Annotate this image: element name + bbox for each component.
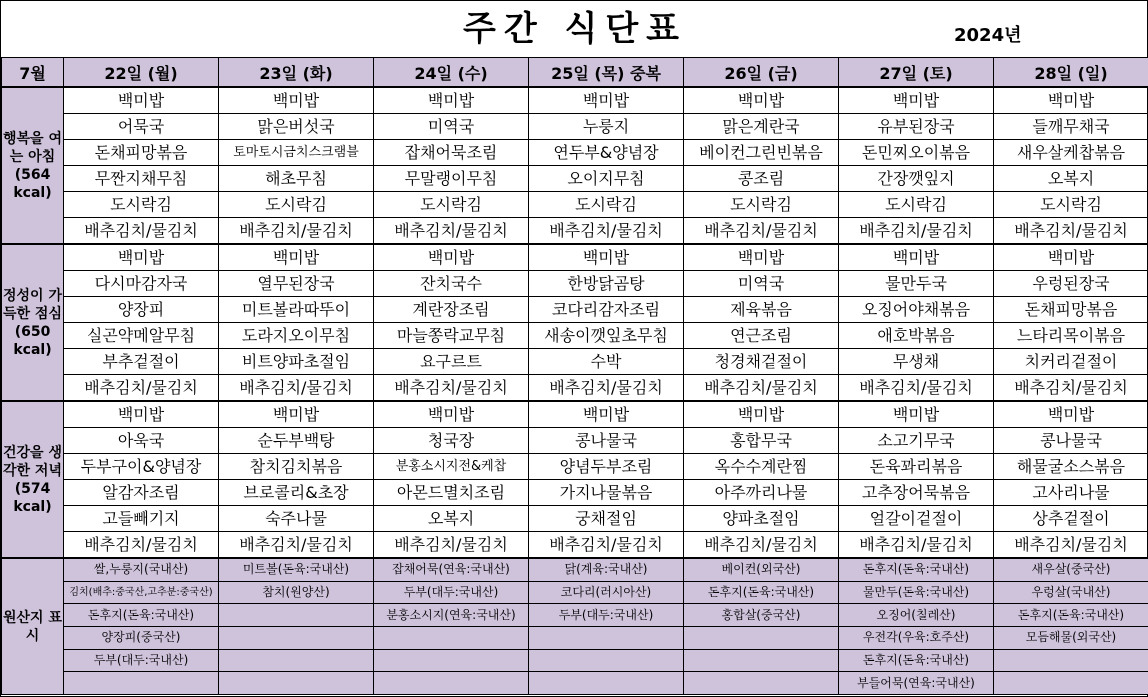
origin-cell: 김치(배추:중국산,고추분:중국산) (64, 581, 219, 604)
origin-cell (684, 627, 839, 650)
origin-cell (219, 649, 374, 672)
header-day-thu: 25일 (목) 중복 (529, 58, 684, 88)
menu-cell: 맑은버섯국 (219, 114, 374, 140)
header-day-sat: 27일 (토) (839, 58, 994, 88)
origin-cell: 닭(계육:국내산) (529, 558, 684, 581)
menu-cell: 배추김치/물김치 (529, 218, 684, 245)
menu-cell: 치커리겉절이 (994, 349, 1148, 375)
menu-cell: 배추김치/물김치 (219, 532, 374, 559)
menu-cell: 코다리감자조림 (529, 297, 684, 323)
menu-cell: 알감자조림 (64, 480, 219, 506)
menu-cell: 연두부&양념장 (529, 140, 684, 166)
menu-cell: 백미밥 (219, 87, 374, 114)
menu-cell: 배추김치/물김치 (994, 218, 1148, 245)
menu-cell: 백미밥 (374, 87, 529, 114)
menu-cell: 오복지 (374, 506, 529, 532)
menu-cell: 백미밥 (64, 401, 219, 428)
breakfast-label: 행복을 여는 아침 (564 kcal) (2, 87, 64, 244)
menu-cell: 배추김치/물김치 (529, 532, 684, 559)
menu-cell: 백미밥 (529, 401, 684, 428)
origin-cell: 물만두(돈육:국내산) (839, 581, 994, 604)
menu-cell: 느타리목이볶음 (994, 323, 1148, 349)
year-label: 2024년 (954, 25, 1022, 46)
menu-cell: 참치김치볶음 (219, 454, 374, 480)
menu-cell: 양파초절임 (684, 506, 839, 532)
origin-cell (64, 672, 219, 695)
breakfast-row (2, 218, 1148, 245)
dinner-row (2, 428, 1148, 454)
origin-cell: 돈후지(돈육:국내산) (684, 581, 839, 604)
menu-cell: 백미밥 (839, 401, 994, 428)
menu-cell: 궁채절임 (529, 506, 684, 532)
menu-cell: 옥수수계란찜 (684, 454, 839, 480)
menu-cell: 새송이깻잎초무침 (529, 323, 684, 349)
menu-cell: 양장피 (64, 297, 219, 323)
menu-cell: 도시락김 (219, 192, 374, 218)
header-day-sun: 28일 (일) (994, 58, 1148, 88)
origin-cell: 우렁살(국내산) (994, 581, 1148, 604)
origin-cell: 홍합살(중국산) (684, 604, 839, 627)
menu-cell: 도시락김 (529, 192, 684, 218)
menu-cell: 백미밥 (219, 244, 374, 271)
menu-cell: 고들빼기지 (64, 506, 219, 532)
menu-cell: 간장깻잎지 (839, 166, 994, 192)
menu-cell: 청국장 (374, 428, 529, 454)
dinner-label: 건강을 생각한 저녁 (574 kcal) (2, 401, 64, 558)
origin-cell: 부들어묵(연육:국내산) (839, 672, 994, 695)
origin-row (2, 649, 1148, 672)
breakfast-row (2, 114, 1148, 140)
menu-cell: 잡채어묵조림 (374, 140, 529, 166)
menu-cell: 열무된장국 (219, 271, 374, 297)
origin-cell: 코다리(러시아산) (529, 581, 684, 604)
menu-cell: 돈민찌오이볶음 (839, 140, 994, 166)
menu-cell: 어묵국 (64, 114, 219, 140)
breakfast-row (2, 192, 1148, 218)
menu-cell: 소고기무국 (839, 428, 994, 454)
dinner-row (2, 480, 1148, 506)
menu-cell: 고사리나물 (994, 480, 1148, 506)
menu-cell: 베이컨그린빈볶음 (684, 140, 839, 166)
origin-cell: 쌀,누룽지(국내산) (64, 558, 219, 581)
origin-cell (374, 627, 529, 650)
menu-cell: 숙주나물 (219, 506, 374, 532)
origin-row (2, 604, 1148, 627)
breakfast-row (2, 166, 1148, 192)
origin-cell: 돈후지(돈육:국내산) (839, 649, 994, 672)
origin-cell: 참치(원양산) (219, 581, 374, 604)
dinner-row (2, 401, 1148, 428)
menu-cell: 오징어야채볶음 (839, 297, 994, 323)
lunch-row (2, 323, 1148, 349)
menu-cell: 배추김치/물김치 (839, 532, 994, 559)
menu-cell: 분홍소시지전&케찹 (374, 454, 529, 480)
lunch-row (2, 244, 1148, 271)
breakfast-row (2, 87, 1148, 114)
menu-cell: 맑은계란국 (684, 114, 839, 140)
origin-cell: 잡채어묵(연육:국내산) (374, 558, 529, 581)
menu-cell: 무짠지채무침 (64, 166, 219, 192)
menu-cell: 새우살케찹볶음 (994, 140, 1148, 166)
origin-row (2, 672, 1148, 695)
menu-cell: 아욱국 (64, 428, 219, 454)
menu-cell: 콩나물국 (529, 428, 684, 454)
menu-cell: 다시마감자국 (64, 271, 219, 297)
header-month: 7월 (2, 58, 64, 88)
menu-cell: 유부된장국 (839, 114, 994, 140)
menu-cell: 도시락김 (684, 192, 839, 218)
menu-cell: 잔치국수 (374, 271, 529, 297)
menu-cell: 백미밥 (994, 244, 1148, 271)
menu-cell: 고추장어묵볶음 (839, 480, 994, 506)
menu-cell: 도시락김 (374, 192, 529, 218)
menu-cell: 홍합무국 (684, 428, 839, 454)
origin-cell (219, 627, 374, 650)
menu-cell: 들깨무채국 (994, 114, 1148, 140)
menu-cell: 배추김치/물김치 (219, 375, 374, 402)
menu-cell: 가지나물볶음 (529, 480, 684, 506)
origin-cell (684, 672, 839, 695)
menu-cell: 백미밥 (64, 244, 219, 271)
origin-cell (219, 672, 374, 695)
menu-cell: 미트볼라따뚜이 (219, 297, 374, 323)
header-row (2, 58, 1148, 88)
origin-cell (529, 627, 684, 650)
menu-cell: 콩조림 (684, 166, 839, 192)
menu-cell: 도라지오이무침 (219, 323, 374, 349)
menu-cell: 배추김치/물김치 (374, 532, 529, 559)
menu-cell: 계란장조림 (374, 297, 529, 323)
menu-cell: 배추김치/물김치 (684, 532, 839, 559)
origin-cell (219, 604, 374, 627)
origin-cell: 새우살(중국산) (994, 558, 1148, 581)
menu-cell: 돈채피망볶음 (994, 297, 1148, 323)
menu-cell: 배추김치/물김치 (64, 218, 219, 245)
menu-cell: 오복지 (994, 166, 1148, 192)
origin-cell: 분홍소시지(연육:국내산) (374, 604, 529, 627)
origin-cell: 두부(대두:국내산) (529, 604, 684, 627)
origin-row (2, 627, 1148, 650)
origin-row (2, 558, 1148, 581)
lunch-row (2, 375, 1148, 402)
menu-cell: 양념두부조림 (529, 454, 684, 480)
menu-cell: 백미밥 (684, 401, 839, 428)
header-day-wed: 24일 (수) (374, 58, 529, 88)
menu-cell: 아몬드멸치조림 (374, 480, 529, 506)
origin-cell: 돈후지(돈육:국내산) (839, 558, 994, 581)
menu-cell: 연근조림 (684, 323, 839, 349)
menu-cell: 백미밥 (839, 244, 994, 271)
menu-cell: 두부구이&양념장 (64, 454, 219, 480)
origin-cell (684, 649, 839, 672)
menu-cell: 청경채겉절이 (684, 349, 839, 375)
menu-cell: 백미밥 (219, 401, 374, 428)
origin-cell: 베이컨(외국산) (684, 558, 839, 581)
menu-cell: 배추김치/물김치 (374, 218, 529, 245)
header-day-fri: 26일 (금) (684, 58, 839, 88)
menu-cell: 오이지무침 (529, 166, 684, 192)
menu-cell: 실곤약메알무침 (64, 323, 219, 349)
menu-cell: 배추김치/물김치 (64, 375, 219, 402)
menu-cell: 돈육꽈리볶음 (839, 454, 994, 480)
header-day-mon: 22일 (월) (64, 58, 219, 88)
menu-cell: 도시락김 (994, 192, 1148, 218)
origin-cell (994, 649, 1148, 672)
menu-cell: 배추김치/물김치 (374, 375, 529, 402)
menu-cell: 배추김치/물김치 (219, 218, 374, 245)
dinner-row (2, 532, 1148, 559)
origin-row (2, 581, 1148, 604)
menu-cell: 비트양파초절임 (219, 349, 374, 375)
breakfast-row (2, 140, 1148, 166)
menu-cell: 미역국 (374, 114, 529, 140)
menu-cell: 마늘쫑락교무침 (374, 323, 529, 349)
menu-cell: 미역국 (684, 271, 839, 297)
menu-cell: 백미밥 (529, 244, 684, 271)
origin-cell: 모듬해물(외국산) (994, 627, 1148, 650)
menu-cell: 요구르트 (374, 349, 529, 375)
menu-cell: 애호박볶음 (839, 323, 994, 349)
menu-cell: 토마토시금치스크램블 (219, 140, 374, 166)
origin-label: 원산지 표시 (2, 558, 64, 695)
dinner-row (2, 454, 1148, 480)
menu-cell: 백미밥 (64, 87, 219, 114)
origin-cell: 두부(대두:국내산) (64, 649, 219, 672)
menu-cell: 배추김치/물김치 (684, 375, 839, 402)
menu-cell: 도시락김 (64, 192, 219, 218)
lunch-row (2, 297, 1148, 323)
menu-cell: 배추김치/물김치 (994, 532, 1148, 559)
menu-cell: 물만두국 (839, 271, 994, 297)
menu-cell: 무말랭이무침 (374, 166, 529, 192)
origin-cell: 우전각(우육:호주산) (839, 627, 994, 650)
origin-cell: 양장피(중국산) (64, 627, 219, 650)
menu-cell: 백미밥 (529, 87, 684, 114)
menu-cell: 배추김치/물김치 (839, 375, 994, 402)
menu-cell: 백미밥 (374, 401, 529, 428)
menu-cell: 백미밥 (994, 401, 1148, 428)
menu-cell: 누룽지 (529, 114, 684, 140)
menu-cell: 돈채피망볶음 (64, 140, 219, 166)
menu-cell: 도시락김 (839, 192, 994, 218)
menu-cell: 해초무침 (219, 166, 374, 192)
dinner-row (2, 506, 1148, 532)
menu-cell: 백미밥 (374, 244, 529, 271)
menu-table (1, 57, 1148, 695)
origin-cell (529, 649, 684, 672)
menu-cell: 백미밥 (994, 87, 1148, 114)
origin-cell (994, 672, 1148, 695)
menu-cell: 배추김치/물김치 (994, 375, 1148, 402)
menu-cell: 백미밥 (684, 244, 839, 271)
origin-cell (529, 672, 684, 695)
menu-cell: 배추김치/물김치 (684, 218, 839, 245)
menu-cell: 수박 (529, 349, 684, 375)
origin-cell: 두부(대두:국내산) (374, 581, 529, 604)
menu-cell: 제육볶음 (684, 297, 839, 323)
origin-cell: 오징어(칠레산) (839, 604, 994, 627)
origin-cell (374, 672, 529, 695)
origin-cell: 돈후지(돈육:국내산) (64, 604, 219, 627)
menu-cell: 배추김치/물김치 (529, 375, 684, 402)
origin-cell: 미트볼(돈육:국내산) (219, 558, 374, 581)
menu-cell: 무생채 (839, 349, 994, 375)
lunch-label: 정성이 가득한 점심 (650 kcal) (2, 244, 64, 401)
menu-cell: 아주까리나물 (684, 480, 839, 506)
lunch-row (2, 349, 1148, 375)
menu-cell: 상추겉절이 (994, 506, 1148, 532)
menu-cell: 콩나물국 (994, 428, 1148, 454)
menu-cell: 순두부백탕 (219, 428, 374, 454)
origin-cell: 돈후지(돈육:국내산) (994, 604, 1148, 627)
lunch-row (2, 271, 1148, 297)
menu-cell: 브로콜리&초장 (219, 480, 374, 506)
menu-cell: 부추겉절이 (64, 349, 219, 375)
origin-cell (374, 649, 529, 672)
menu-cell: 해물굴소스볶음 (994, 454, 1148, 480)
menu-cell: 한방닭곰탕 (529, 271, 684, 297)
menu-cell: 백미밥 (684, 87, 839, 114)
menu-cell: 배추김치/물김치 (64, 532, 219, 559)
menu-cell: 우렁된장국 (994, 271, 1148, 297)
page-title: 주간 식단표 (462, 9, 688, 49)
menu-cell: 백미밥 (839, 87, 994, 114)
menu-cell: 배추김치/물김치 (839, 218, 994, 245)
menu-cell: 얼갈이겉절이 (839, 506, 994, 532)
header-day-tue: 23일 (화) (219, 58, 374, 88)
